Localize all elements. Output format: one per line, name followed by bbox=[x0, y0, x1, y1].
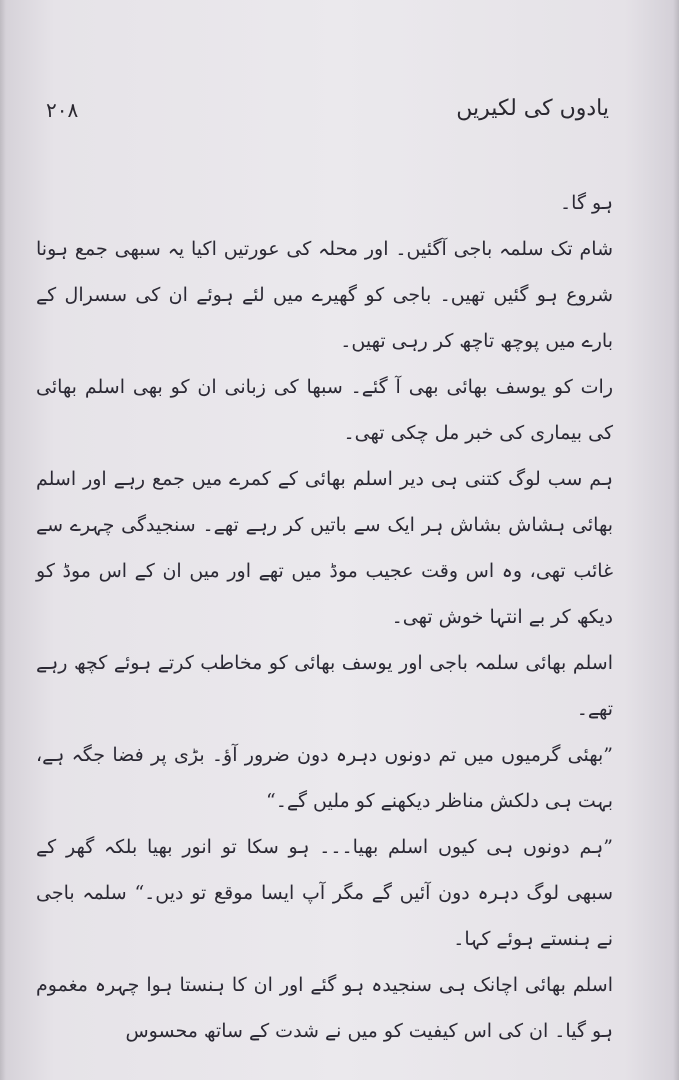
paragraph: رات کو یوسف بھائی بھی آ گئے۔ سبھا کی زبانی ان کو بھی اسلم بھائی کی بیماری کی خبر مل چکی تھی۔ bbox=[36, 376, 613, 444]
paragraph: شام تک سلمہ باجی آگئیں۔ اور محلہ کی عورتیں اکیا یہ سبھی جمع ہونا شروع ہو گئیں تھیں۔ باجی کو گھیرے میں لئے ہوئے ان کی سسرال کے بارے میں پوچھ تاچھ کر رہی تھیں۔ bbox=[36, 238, 613, 352]
page-number: ۲۰۸ bbox=[46, 98, 79, 122]
paragraph: ”بھئی گرمیوں میں تم دونوں دہرہ دون ضرور آؤ۔ بڑی پر فضا جگہ ہے، بہت ہی دلکش مناظر دیکھنے کو ملیں گے۔“ bbox=[36, 744, 613, 812]
paragraph: ہو گا۔ bbox=[560, 192, 613, 214]
page-edge-shadow bbox=[673, 0, 679, 1080]
paragraph: اسلم بھائی اچانک ہی سنجیدہ ہو گئے اور ان کا ہنستا ہوا چہرہ مغموم ہو گیا۔ ان کی اس کیفیت کو میں نے شدت کے ساتھ محسوس bbox=[36, 974, 613, 1042]
body-text bbox=[36, 180, 613, 1054]
running-title: یادوں کی لکیریں bbox=[456, 96, 609, 121]
paragraph: اسلم بھائی سلمہ باجی اور یوسف بھائی کو مخاطب کرتے ہوئے کچھ رہے تھے۔ bbox=[36, 652, 613, 720]
paragraph: ”ہم دونوں ہی کیوں اسلم بھیا۔۔۔ ہو سکا تو انور بھیا بلکہ گھر کے سبھی لوگ دہرہ دون آئیں گے مگر آپ ایسا موقع تو دیں۔“ سلمہ باجی نے ہنستے ہوئے کہا۔ bbox=[36, 836, 613, 950]
paragraph: ہم سب لوگ کتنی ہی دیر اسلم بھائی کے کمرے میں جمع رہے اور اسلم بھائی ہشاش بشاش ہر ایک سے باتیں کر رہے تھے۔ سنجیدگی چہرے سے غائب تھی، وہ اس وقت عجیب موڈ میں تھے اور میں ان کے اس موڈ کو دیکھ کر بے انتہا خوش تھی۔ bbox=[36, 468, 613, 628]
page-edge-shadow bbox=[0, 0, 6, 1080]
